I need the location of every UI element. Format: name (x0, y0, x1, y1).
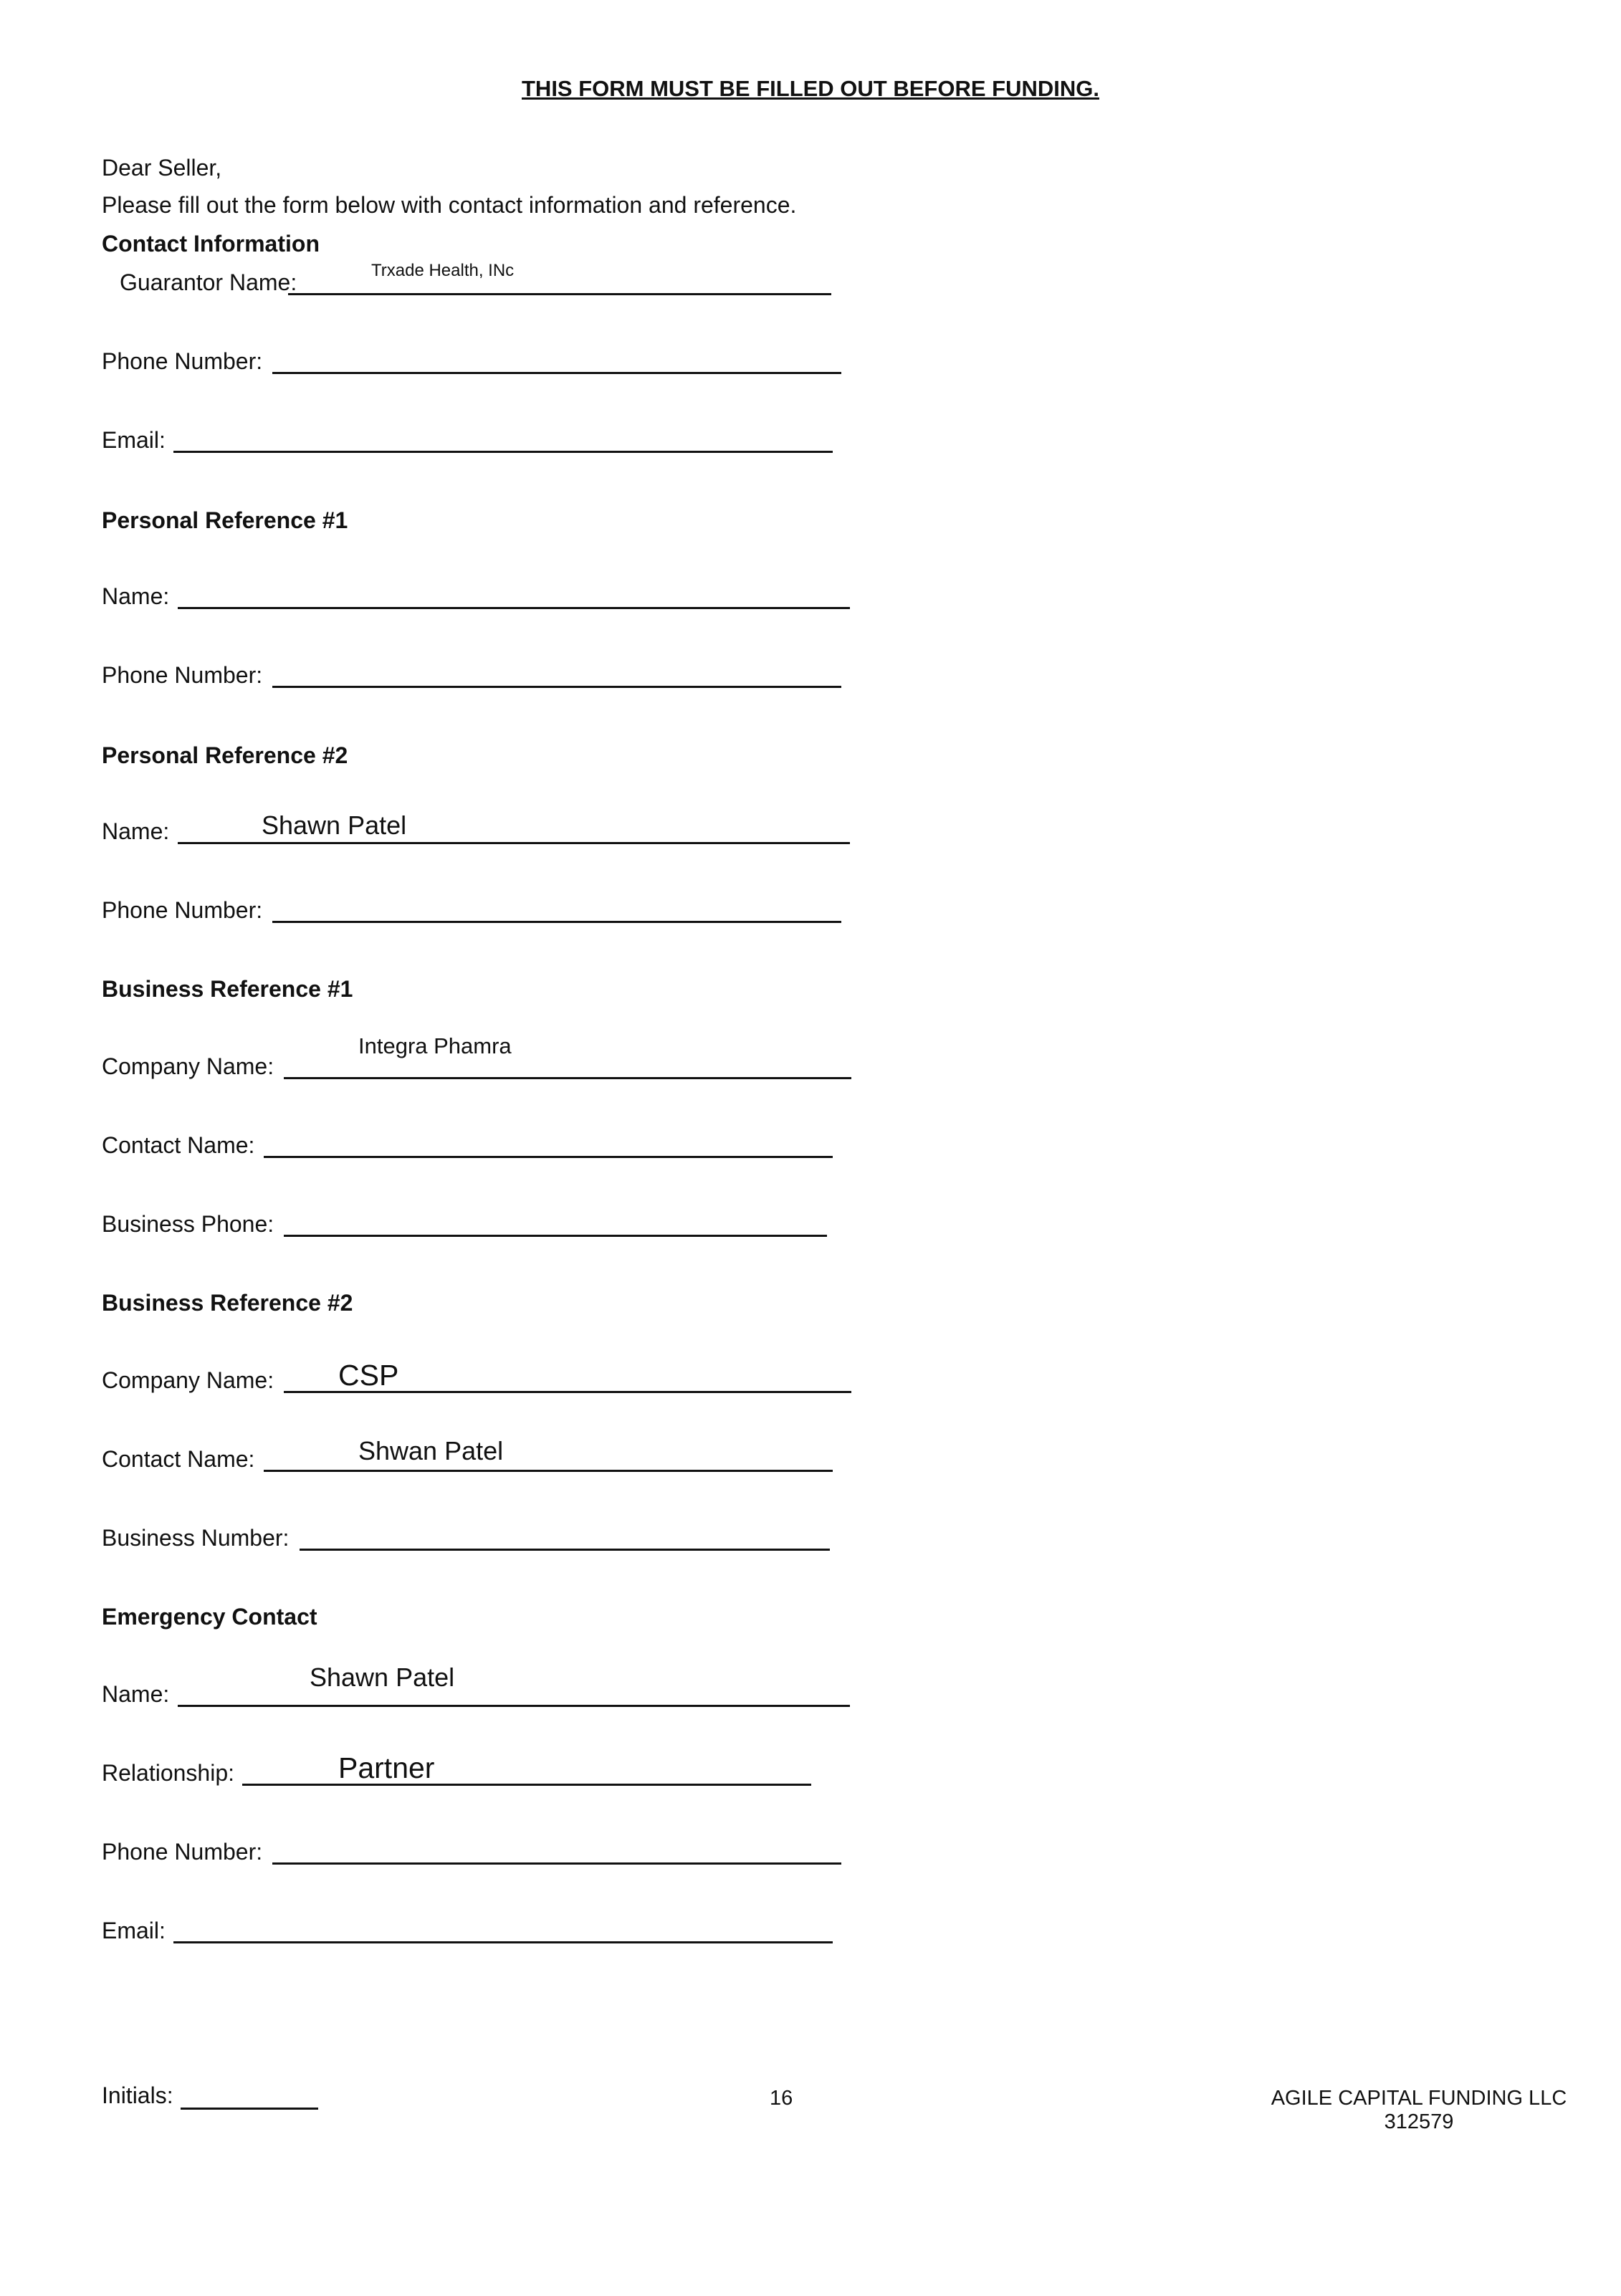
guarantor-name-value: Trxade Health, INc (371, 261, 515, 280)
relationship-label: Relationship: (102, 1760, 234, 1786)
emergency-phone-line[interactable] (272, 1862, 841, 1865)
guarantor-name-label: Guarantor Name: (120, 269, 297, 295)
emergency-name-label: Name: (102, 1681, 170, 1707)
business-ref-2-contact-value: Shwan Patel (358, 1436, 504, 1465)
business-ref-2-number-line[interactable] (300, 1549, 830, 1551)
contact-email-line[interactable] (173, 451, 833, 453)
business-reference-2-heading: Business Reference #2 (102, 1290, 353, 1316)
form-header: THIS FORM MUST BE FILLED OUT BEFORE FUNDING. (522, 76, 1099, 101)
business-ref-2-contact-label: Contact Name: (102, 1446, 255, 1472)
business-ref-2-contact-line[interactable] (264, 1470, 833, 1472)
personal-ref-2-name-value: Shawn Patel (262, 810, 407, 840)
company-id: 312579 (1384, 2110, 1454, 2133)
relationship-line[interactable] (242, 1784, 811, 1786)
personal-ref-2-phone-label: Phone Number: (102, 897, 263, 923)
personal-ref-2-name-label: Name: (102, 818, 170, 844)
emergency-name-line[interactable] (178, 1705, 850, 1707)
emergency-contact-heading: Emergency Contact (102, 1604, 317, 1630)
relationship-value: Partner (338, 1751, 435, 1784)
company-block (1247, 2087, 1591, 2134)
emergency-name-value: Shawn Patel (310, 1663, 455, 1692)
emergency-email-label: Email: (102, 1918, 166, 1943)
personal-ref-2-phone-line[interactable] (272, 921, 841, 923)
business-ref-1-company-value: Integra Phamra (358, 1033, 512, 1058)
contact-phone-label: Phone Number: (102, 348, 263, 374)
business-ref-1-contact-label: Contact Name: (102, 1132, 255, 1158)
contact-information-heading: Contact Information (102, 231, 320, 257)
personal-reference-2-heading: Personal Reference #2 (102, 742, 348, 768)
contact-email-label: Email: (102, 427, 166, 453)
personal-ref-1-name-line[interactable] (178, 607, 850, 609)
business-ref-1-phone-label: Business Phone: (102, 1211, 274, 1237)
business-reference-1-heading: Business Reference #1 (102, 976, 353, 1002)
personal-ref-1-phone-label: Phone Number: (102, 662, 263, 688)
emergency-phone-label: Phone Number: (102, 1839, 263, 1865)
business-ref-2-number-label: Business Number: (102, 1525, 290, 1551)
personal-ref-1-name-label: Name: (102, 583, 170, 609)
business-ref-2-company-value: CSP (338, 1359, 399, 1392)
personal-reference-1-heading: Personal Reference #1 (102, 507, 348, 533)
business-ref-1-contact-line[interactable] (264, 1156, 833, 1158)
greeting: Dear Seller, (102, 155, 222, 181)
page-number: 16 (770, 2087, 793, 2110)
business-ref-1-company-label: Company Name: (102, 1053, 274, 1079)
guarantor-name-line[interactable] (288, 293, 831, 295)
business-ref-1-company-line[interactable] (284, 1077, 851, 1079)
initials-line[interactable] (181, 2108, 318, 2110)
initials-label: Initials: (102, 2082, 173, 2108)
instructions: Please fill out the form below with contact information and reference. (102, 192, 797, 218)
business-ref-2-company-label: Company Name: (102, 1367, 274, 1393)
personal-ref-2-name-line[interactable] (178, 842, 850, 844)
personal-ref-1-phone-line[interactable] (272, 686, 841, 688)
business-ref-1-phone-line[interactable] (284, 1235, 827, 1237)
emergency-email-line[interactable] (173, 1941, 833, 1943)
contact-phone-line[interactable] (272, 372, 841, 374)
company-name: AGILE CAPITAL FUNDING LLC (1271, 2087, 1567, 2110)
